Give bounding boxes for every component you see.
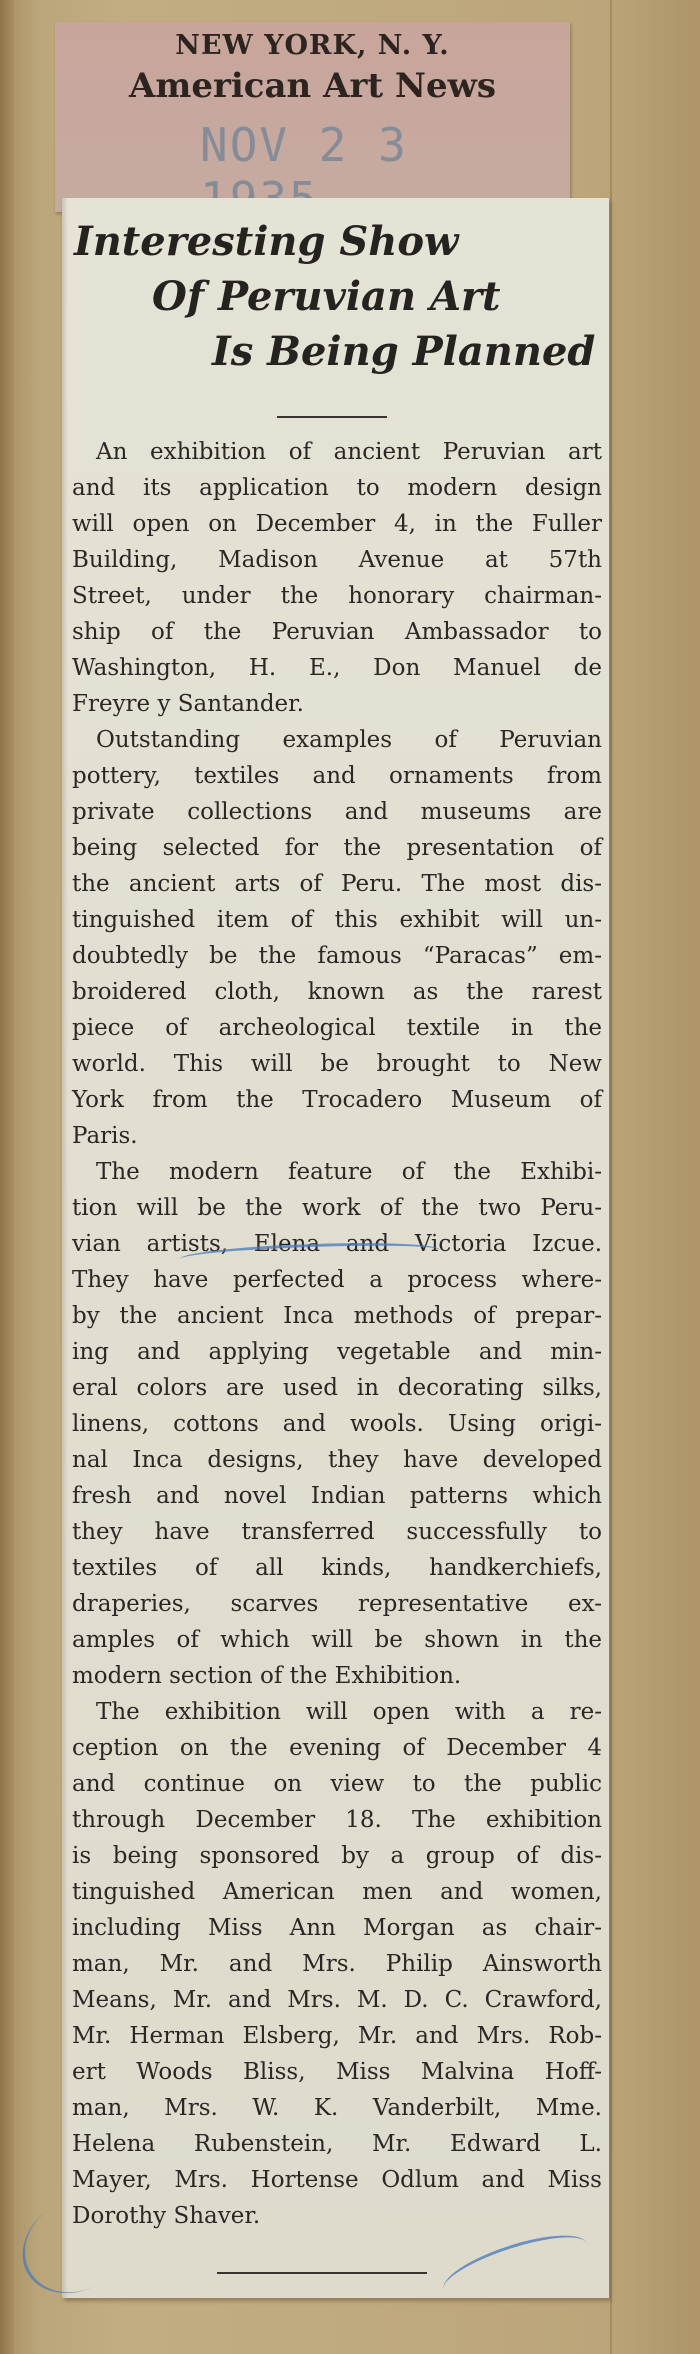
article-line: Freyre y Santander. (72, 691, 304, 717)
article-line: doubtedly be the famous “Paracas” em- (72, 943, 602, 969)
page-edge (0, 0, 14, 2354)
article-line: and its application to modern design (72, 475, 602, 501)
article-line: private collections and museums are (72, 799, 602, 825)
article-line: Paris. (72, 1123, 138, 1149)
article-line: linens, cottons and wools. Using origi- (72, 1411, 602, 1437)
article-line: Building, Madison Avenue at 57th (72, 547, 602, 573)
source-city: NEW YORK, N. Y. (175, 30, 450, 61)
article-line: tinguished American men and women, (72, 1879, 602, 1905)
article-line: nal Inca designs, they have developed (72, 1447, 602, 1473)
article-line: Means, Mr. and Mrs. M. D. C. Crawford, (72, 1987, 602, 2013)
article-line: man, Mr. and Mrs. Philip Ainsworth (72, 1951, 602, 1977)
article-line: tinguished item of this exhibit will un- (72, 907, 602, 933)
headline-line-3: Is Being Planned (212, 328, 596, 375)
article-line: world. This will be brought to New (72, 1051, 602, 1077)
article-line: man, Mrs. W. K. Vanderbilt, Mme. (72, 2095, 602, 2121)
article-line: Mayer, Mrs. Hortense Odlum and Miss (72, 2167, 602, 2193)
article-line: ing and applying vegetable and min- (72, 1339, 602, 1365)
article-line: An exhibition of ancient Peruvian art (96, 439, 602, 465)
article-line: draperies, scarves representative ex- (72, 1591, 602, 1617)
article-line: pottery, textiles and ornaments from (72, 763, 602, 789)
headline-rule (277, 416, 387, 418)
article-line: piece of archeological textile in the (72, 1015, 602, 1041)
article-line: tion will be the work of the two Peru- (72, 1195, 602, 1221)
article-line: by the ancient Inca methods of prepar- (72, 1303, 602, 1329)
source-paper-name: American Art News (128, 66, 497, 106)
article-line: will open on December 4, in the Fuller (72, 511, 602, 537)
article-line: being selected for the presentation of (72, 835, 602, 861)
article-line: Helena Rubenstein, Mr. Edward L. (72, 2131, 602, 2157)
page-crease (610, 0, 612, 2354)
date-stamp: NOV 2 3 (200, 118, 408, 172)
article-line: through December 18. The exhibition (72, 1807, 602, 1833)
headline (62, 198, 609, 398)
article-line: They have perfected a process where- (72, 1267, 602, 1293)
article-line: the ancient arts of Peru. The most dis- (72, 871, 602, 897)
article-line: modern section of the Exhibition. (72, 1663, 462, 1689)
source-slip (55, 22, 570, 212)
article-line: York from the Trocadero Museum of (72, 1087, 602, 1113)
article-line: Street, under the honorary chairman- (72, 583, 602, 609)
article-line: they have transferred successfully to (72, 1519, 602, 1545)
article-line: The exhibition will open with a re- (96, 1699, 602, 1725)
article-line: ception on the evening of December 4 (72, 1735, 602, 1761)
article-line: Mr. Herman Elsberg, Mr. and Mrs. Rob- (72, 2023, 602, 2049)
headline-line-1: Interesting Show (74, 218, 459, 265)
end-rule (217, 2272, 427, 2274)
clipping-edge (62, 198, 68, 2298)
article-line: and continue on view to the public (72, 1771, 602, 1797)
article-line: Dorothy Shaver. (72, 2203, 261, 2229)
article-line: eral colors are used in decorating silks, (72, 1375, 602, 1401)
article-line: amples of which will be shown in the (72, 1627, 602, 1653)
article-line: Outstanding examples of Peruvian (96, 727, 602, 753)
article-line: textiles of all kinds, handkerchiefs, (72, 1555, 602, 1581)
article-line: broidered cloth, known as the rarest (72, 979, 602, 1005)
article-line: Washington, H. E., Don Manuel de (72, 655, 602, 681)
article-line: fresh and novel Indian patterns which (72, 1483, 602, 1509)
article-line: vian artists, Elena and Victoria Izcue. (72, 1231, 602, 1257)
article-line: including Miss Ann Morgan as chair- (72, 1915, 602, 1941)
article-line: ship of the Peruvian Ambassador to (72, 619, 602, 645)
article-line: ert Woods Bliss, Miss Malvina Hoff- (72, 2059, 602, 2085)
article-line: is being sponsored by a group of dis- (72, 1843, 602, 1869)
article-line: The modern feature of the Exhibi- (96, 1159, 602, 1185)
headline-line-2: Of Peruvian Art (152, 273, 501, 320)
